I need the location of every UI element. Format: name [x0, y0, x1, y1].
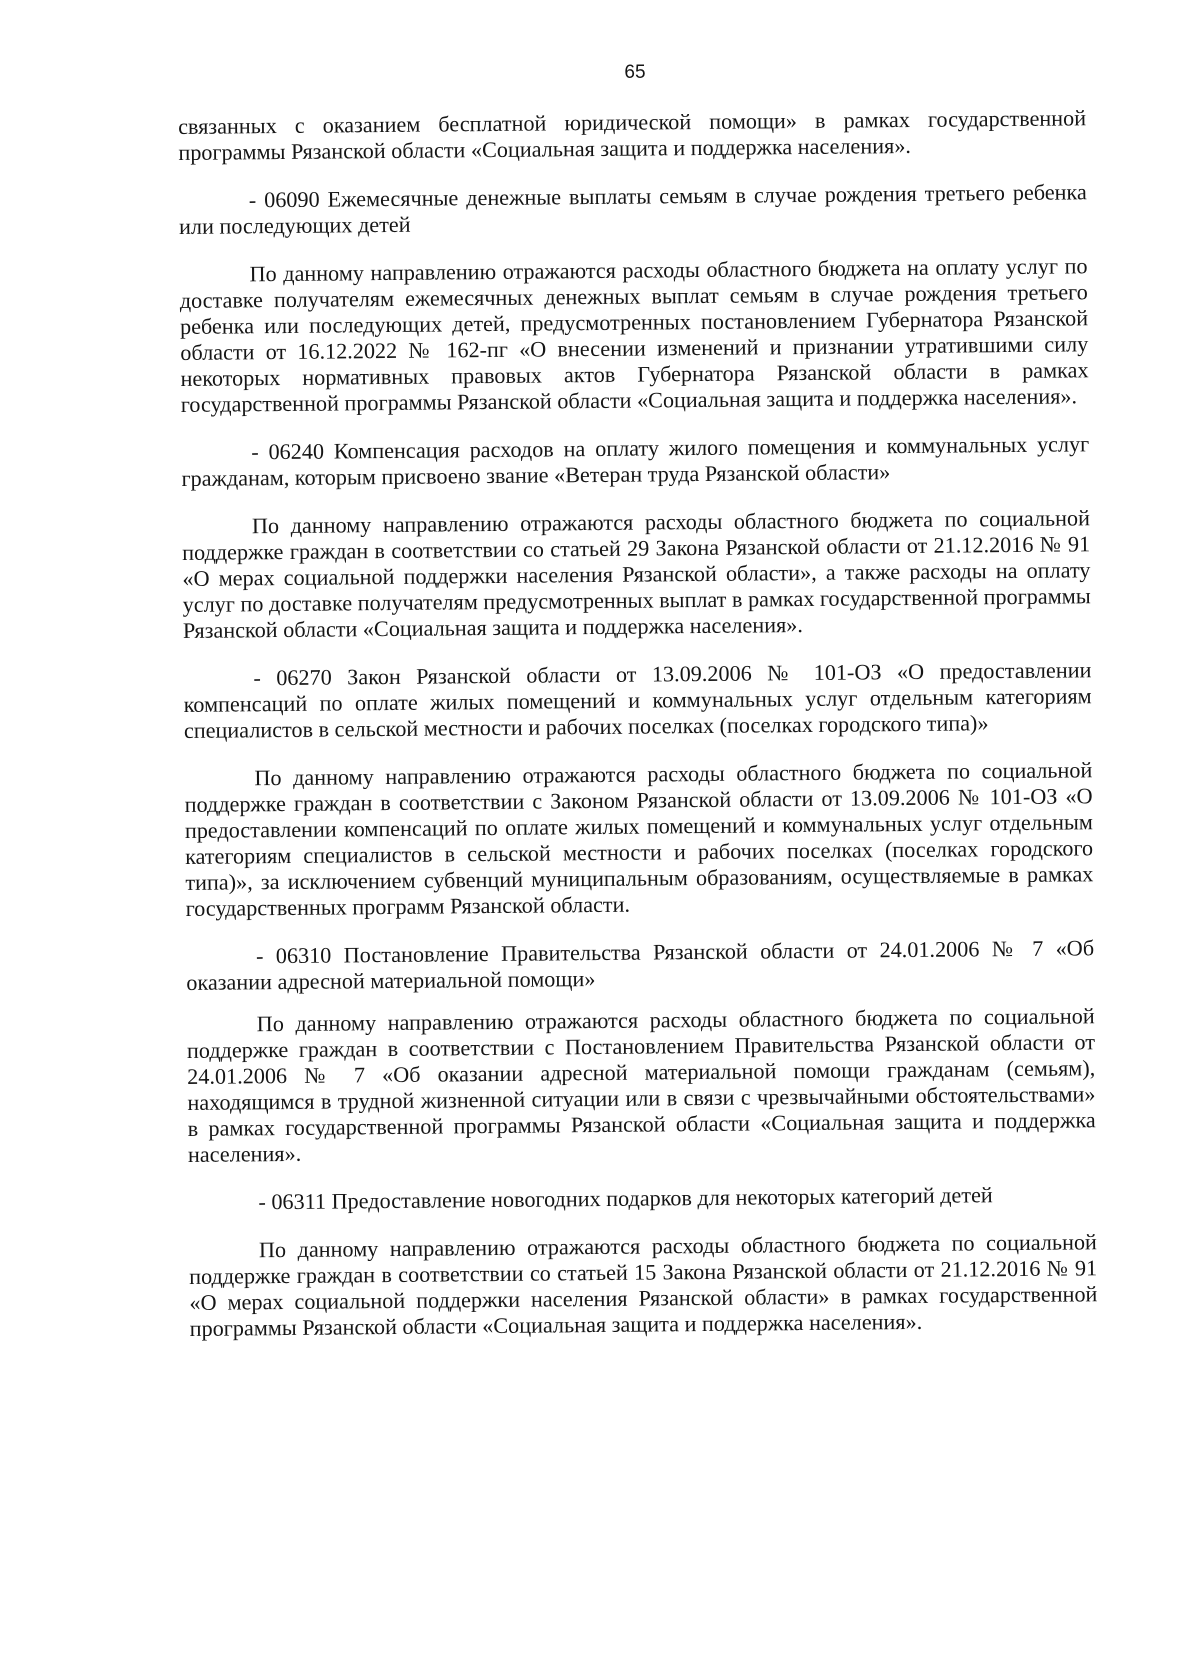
- item-06240: [181, 431, 1091, 644]
- item-description: По данному направлению отражаются расходы областного бюджета по социальной поддержке граждан в соответствии со статьей 29 Закона Рязанской области от 21.12.2016 № 91 «О мерах социальной поддержки населения Рязанской области», а также расходы на оплату услуг по доставке получателям предусмотренных выплат в рамках государственной программы Рязанской области «Социальная защита и поддержка населения».: [182, 505, 1091, 643]
- item-description: По данному направлению отражаются расходы областного бюджета на оплату услуг по доставке получателям ежемесячных денежных выплат семьям в случае рождения третьего ребенка или последующих детей, предусмотренных постановлением Губернатора Рязанской области от 16.12.2022 № 162-пг «О внесении изменений и признании утратившими силу некоторых нормативных правовых актов Губернатора Рязанской области в рамках государственной программы Рязанской области «Социальная защита и поддержка населения».: [179, 253, 1089, 417]
- item-06090: [179, 179, 1089, 418]
- item-06270: [183, 657, 1093, 922]
- item-heading: - 06240 Компенсация расходов на оплату жилого помещения и коммунальных услуг гражданам, которым присвоено звание «Ветеран труда Рязанской области»: [181, 431, 1090, 491]
- item-heading: - 06311 Предоставление новогодних подарков для некоторых категорий детей: [258, 1182, 993, 1215]
- item-description: По данному направлению отражаются расходы областного бюджета по социальной поддержке граждан в соответствии с Постановлением Правительства Рязанской области от 24.01.2006 № 7 «Об оказании адресной материальной помощи гражданам (семьям), находящимся в трудной жизненной ситуации или в связи с чрезвычайными обстоятельствами» в рамках государственной программы Рязанской области «Социальная защита и поддержка населения».: [186, 1003, 1096, 1167]
- item-description: По данному направлению отражаются расходы областного бюджета по социальной поддержке граждан в соответствии с Законом Рязанской области от 13.09.2006 № 101-ОЗ «О предоставлении компенсаций по оплате жилых помещений и коммунальных услуг отдельным категориям специалистов в сельской местности и рабочих поселках (поселках городского типа)», за исключением субвенций муниципальным образованиям, осуществляемые в рамках государственных программ Рязанской области.: [184, 757, 1094, 921]
- item-06311: [188, 1181, 1097, 1342]
- item-heading: - 06310 Постановление Правительства Рязанской области от 24.01.2006 № 7 «Об оказании адресной материальной помощи»: [186, 935, 1095, 995]
- item-heading: - 06090 Ежемесячные денежные выплаты семьям в случае рождения третьего ребенка или последующих детей: [178, 179, 1087, 239]
- document-body: [178, 105, 1098, 1342]
- item-heading: - 06270 Закон Рязанской области от 13.09.2006 № 101-ОЗ «О предоставлении компенсаций по оплате жилых помещений и коммунальных услуг отдельным категориям специалистов в сельской местности и рабочих поселках (поселках городского типа)»: [183, 657, 1092, 743]
- page-number: 65: [624, 62, 646, 83]
- item-06310: [186, 935, 1096, 1168]
- item-description: По данному направлению отражаются расходы областного бюджета по социальной поддержке граждан в соответствии со статьей 15 Закона Рязанской области от 21.12.2016 № 91 «О мерах социальной поддержки населения Рязанской области» в рамках государственной программы Рязанской области «Социальная защита и поддержка населения».: [189, 1229, 1098, 1341]
- intro-paragraph: связанных с оказанием бесплатной юридической помощи» в рамках государственной программы Рязанской области «Социальная защита и поддержка населения».: [178, 105, 1087, 165]
